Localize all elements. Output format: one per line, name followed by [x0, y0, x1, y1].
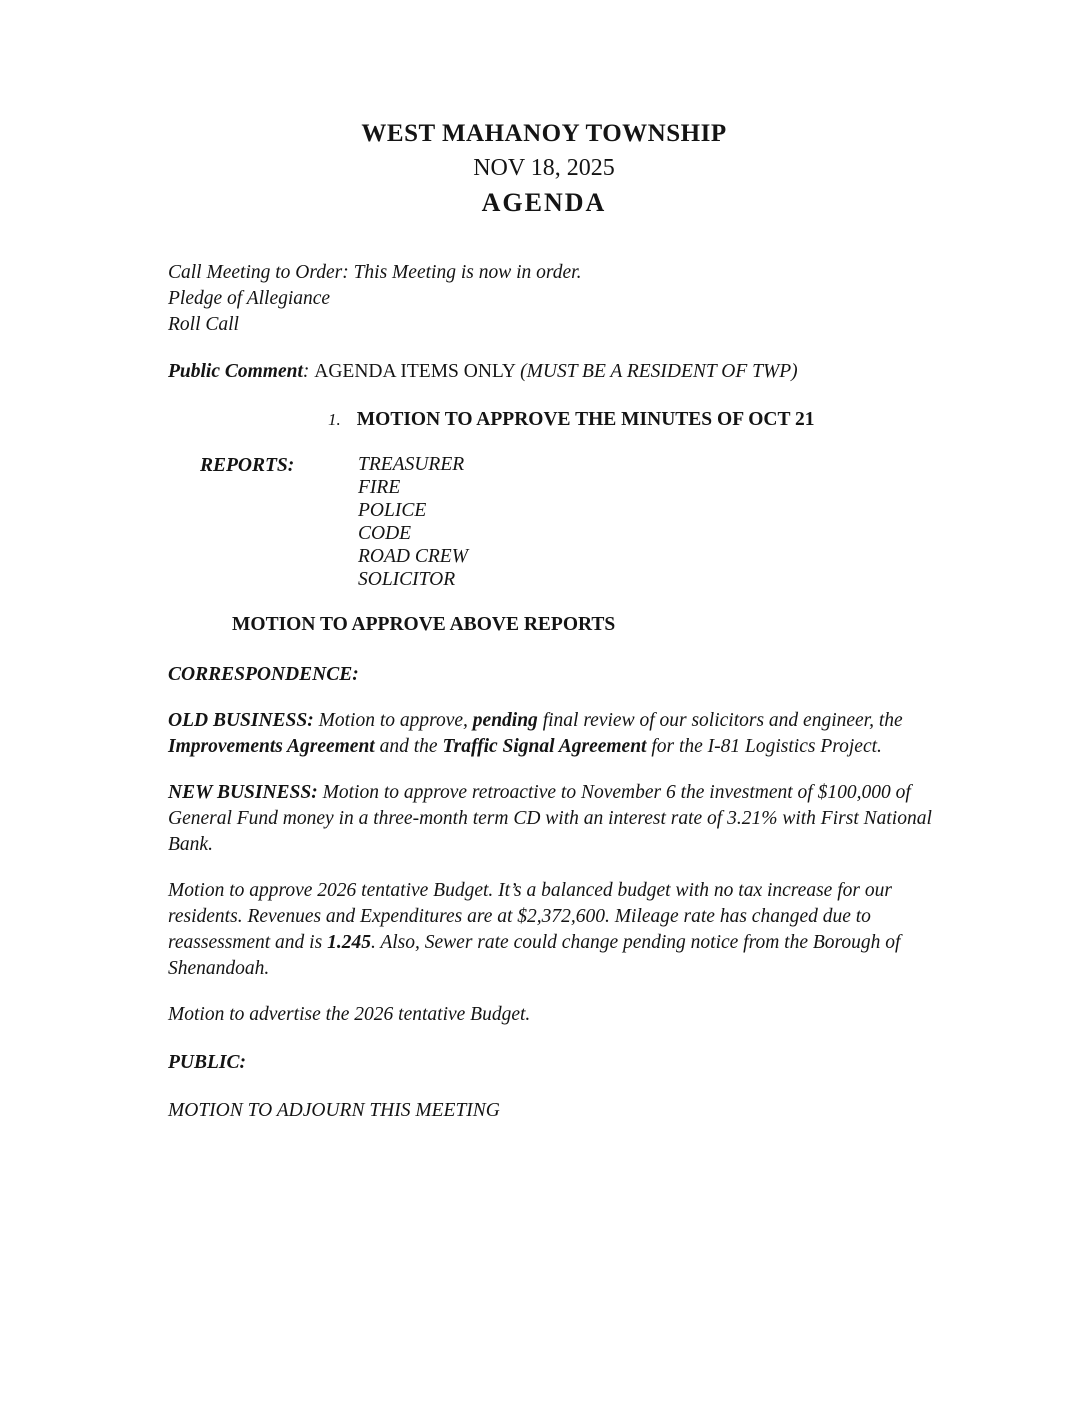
old-business-paragraph: [168, 708, 946, 760]
correspondence-label: CORRESPONDENCE:: [168, 664, 359, 685]
public-comment-note: (MUST BE A RESIDENT OF TWP): [520, 361, 798, 382]
budget-mileage-rate: 1.245: [327, 932, 371, 953]
pledge-line: Pledge of Allegiance: [168, 288, 331, 309]
old-business-seg1: Motion to approve,: [318, 710, 473, 731]
public-comment-text: AGENDA ITEMS ONLY: [314, 361, 521, 382]
document-body: [168, 260, 958, 1124]
document-header: [0, 0, 1088, 218]
new-business-paragraph: [168, 780, 946, 858]
old-business-seg5: and the: [374, 736, 443, 757]
public-comment-label: Public Comment: [168, 361, 303, 382]
old-business-pending: pending: [472, 710, 538, 731]
meeting-date: NOV 18, 2025: [473, 155, 615, 181]
report-item-code: CODE: [358, 523, 412, 544]
township-title: WEST MAHANOY TOWNSHIP: [361, 120, 727, 147]
old-business-label: OLD BUSINESS:: [168, 710, 314, 731]
reports-section: [168, 453, 958, 591]
public-comment-line: [168, 359, 958, 385]
report-item-fire: FIRE: [358, 477, 401, 498]
document-type-heading: AGENDA: [481, 188, 607, 217]
call-to-order-line: Call Meeting to Order: This Meeting is now in order.: [168, 262, 582, 283]
reports-label: REPORTS:: [200, 455, 295, 476]
report-item-road-crew: ROAD CREW: [358, 546, 468, 567]
old-business-improvements-agreement: Improvements Agreement: [168, 736, 375, 757]
motion-approve-minutes-line: [328, 407, 958, 433]
roll-call-line: Roll Call: [168, 314, 239, 335]
new-business-text: Motion to approve retroactive to November 6 the investment of $100,000 of General Fund money in a three-month term CD with an interest rate of 3.21% with First National Bank.: [168, 782, 932, 855]
budget-motion-seg1: Motion to approve 2026 tentative Budget. It’s a balanced budget with no tax increase for our residents. Revenues and Expenditures are at $2,372,600. Mileage rate has changed due to reassessment and is: [168, 880, 892, 953]
old-business-traffic-signal-agreement: Traffic Signal Agreement: [442, 736, 647, 757]
old-business-seg7: for the I-81 Logistics Project.: [646, 736, 882, 757]
advertise-budget-line: Motion to advertise the 2026 tentative Budget.: [168, 1004, 531, 1025]
report-item-police: POLICE: [358, 500, 427, 521]
report-item-solicitor: SOLICITOR: [358, 569, 456, 590]
report-item-treasurer: TREASURER: [358, 454, 465, 475]
opening-items: [168, 260, 958, 338]
public-comment-separator: :: [302, 361, 315, 382]
motion-approve-reports-line: MOTION TO APPROVE ABOVE REPORTS: [232, 614, 616, 635]
motion-approve-minutes-text: MOTION TO APPROVE THE MINUTES OF OCT 21: [356, 409, 815, 430]
new-business-label: NEW BUSINESS:: [168, 782, 318, 803]
budget-motion-seg3: . Also, Sewer rate could change pending notice from the Borough of Shenandoah.: [168, 932, 901, 979]
adjourn-motion-line: MOTION TO ADJOURN THIS MEETING: [168, 1100, 500, 1121]
budget-motion-paragraph: [168, 878, 946, 982]
public-label: PUBLIC:: [168, 1052, 246, 1073]
old-business-seg3: final review of our solicitors and engineer, the: [537, 710, 903, 731]
motion-number: 1.: [328, 410, 341, 429]
reports-list: [358, 453, 468, 591]
